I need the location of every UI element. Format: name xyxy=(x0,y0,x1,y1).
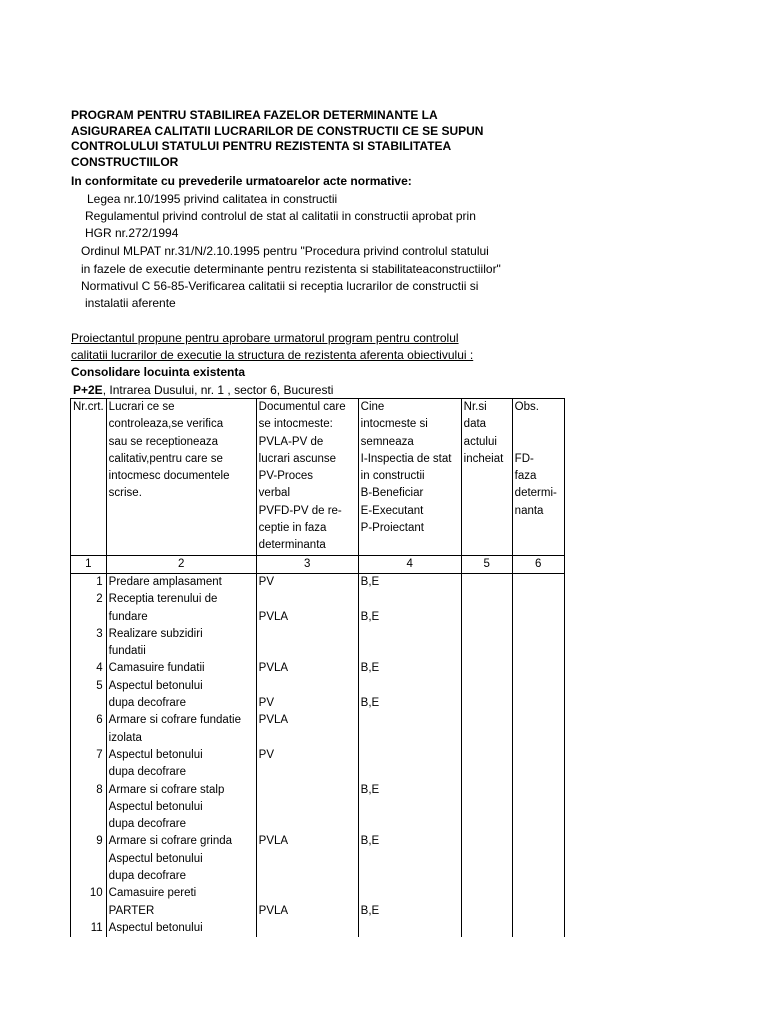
act-number-cell xyxy=(461,833,512,885)
who-cell-line xyxy=(361,626,459,643)
work-cell-line: Realizare subzidiri xyxy=(108,627,203,640)
obs-cell xyxy=(512,712,564,747)
document-cell-line xyxy=(259,799,356,816)
act-number-cell xyxy=(461,920,512,937)
column-number: 6 xyxy=(512,555,564,573)
who-cell xyxy=(358,678,461,713)
header-cell-act-number xyxy=(461,399,512,556)
header-text: Nr.si xyxy=(463,401,487,413)
obs-cell xyxy=(512,678,564,713)
address xyxy=(73,383,333,398)
work-cell-line: dupa decofrare xyxy=(108,818,187,831)
who-cell xyxy=(358,885,461,920)
header-row xyxy=(71,399,565,556)
header-text: PVFD-PV de re- xyxy=(258,504,342,517)
work-cell xyxy=(106,573,256,591)
who-cell-line xyxy=(361,885,459,902)
work-cell xyxy=(106,885,256,920)
work-cell-line: PARTER xyxy=(108,904,155,917)
work-cell-line: dupa decofrare xyxy=(108,766,187,779)
act-number-cell xyxy=(461,591,512,626)
row-number: 11 xyxy=(71,920,107,937)
who-cell-line xyxy=(361,747,459,764)
who-cell-line: B,E xyxy=(360,575,380,588)
document-cell-line: PV xyxy=(258,575,275,588)
act-number-cell xyxy=(461,626,512,661)
who-cell-line: B,E xyxy=(360,697,380,710)
work-cell-line: Predare amplasament xyxy=(108,575,222,588)
who-cell-line xyxy=(361,851,459,868)
document-title xyxy=(71,108,551,170)
header-text: controleaza,se verifica xyxy=(108,418,224,431)
work-cell-line: Aspectul betonului xyxy=(108,748,203,761)
address-rest: , Intrarea Dusului, nr. 1 , sector 6, Bucuresti xyxy=(102,383,334,397)
control-program-table xyxy=(70,398,565,937)
header-text: intocmesc documentele xyxy=(108,470,230,483)
work-cell xyxy=(106,660,256,677)
work-cell-line: fundatii xyxy=(108,645,146,658)
header-text: scrise. xyxy=(108,487,142,500)
work-cell xyxy=(106,833,256,885)
document-cell xyxy=(256,573,358,591)
who-cell xyxy=(358,920,461,937)
document-cell-line xyxy=(259,851,356,868)
header-text: verbal xyxy=(258,487,290,500)
address-bold: P+2E xyxy=(73,383,103,397)
header-text: Cine xyxy=(360,401,385,413)
act-item: Regulamentul privind controlul de stat al calitatii in constructii aprobat prin xyxy=(85,209,476,223)
header-text: lucrari ascunse xyxy=(258,452,337,465)
header-text: I-Inspectia de stat xyxy=(360,452,452,465)
column-number-row xyxy=(71,555,565,573)
header-text: actului xyxy=(463,435,497,448)
header-text: B-Beneficiar xyxy=(360,487,424,500)
who-cell xyxy=(358,573,461,591)
obs-cell xyxy=(512,747,564,782)
table-row xyxy=(71,678,565,713)
header-cell-obs xyxy=(512,399,564,556)
work-cell-line: izolata xyxy=(108,731,142,744)
who-cell xyxy=(358,833,461,885)
document-cell-line xyxy=(259,643,356,660)
document-cell-line: PVLA xyxy=(258,904,289,917)
header-text: PVLA-PV de xyxy=(258,435,324,448)
row-number: 6 xyxy=(71,712,107,747)
work-cell-line: Aspectul betonului xyxy=(108,921,203,934)
who-cell-line xyxy=(361,643,459,660)
who-cell xyxy=(358,747,461,782)
title-line: ASIGURAREA CALITATII LUCRARILOR DE CONSTRUCTII CE SE SUPUN xyxy=(71,123,484,138)
header-text: FD- xyxy=(514,452,534,465)
column-number: 4 xyxy=(358,555,461,573)
document-cell xyxy=(256,678,358,713)
work-cell xyxy=(106,747,256,782)
who-cell-line: B,E xyxy=(360,662,380,675)
document-cell-line: PVLA xyxy=(258,610,289,623)
header-text: Documentul care xyxy=(258,401,346,413)
document-cell-line xyxy=(259,678,356,695)
column-number: 1 xyxy=(71,555,107,573)
document-cell-line xyxy=(259,868,356,885)
who-cell xyxy=(358,782,461,834)
row-number: 3 xyxy=(71,626,107,661)
work-cell xyxy=(106,591,256,626)
act-number-cell xyxy=(461,678,512,713)
who-cell-line xyxy=(361,816,459,833)
act-number-cell xyxy=(461,712,512,747)
header-text xyxy=(515,434,562,451)
header-cell-nr xyxy=(71,399,107,556)
document-cell-line: PV xyxy=(258,697,275,710)
work-cell-line: dupa decofrare xyxy=(108,697,187,710)
header-text: determi- xyxy=(514,487,557,500)
header-cell-who xyxy=(358,399,461,556)
act-number-cell xyxy=(461,573,512,591)
document-cell xyxy=(256,712,358,747)
column-number: 5 xyxy=(461,555,512,573)
header-text: intocmeste si xyxy=(360,418,428,431)
act-number-cell xyxy=(461,885,512,920)
act-number-cell xyxy=(461,747,512,782)
header-text xyxy=(515,416,562,433)
who-cell xyxy=(358,626,461,661)
header-text: ceptie in faza xyxy=(258,522,327,535)
who-cell-line xyxy=(361,764,459,781)
table-row xyxy=(71,712,565,747)
who-cell-line xyxy=(361,868,459,885)
obs-cell xyxy=(512,591,564,626)
work-cell-line: Aspectul betonului xyxy=(108,800,203,813)
obs-cell xyxy=(512,626,564,661)
table-row xyxy=(71,626,565,661)
intro-line: calitatii lucrarilor de executie la structura de rezistenta aferenta obiectivului : xyxy=(71,348,474,362)
table-row xyxy=(71,573,565,591)
header-text: sau se receptioneaza xyxy=(108,435,218,448)
header-text: PV-Proces xyxy=(258,470,313,483)
row-number: 5 xyxy=(71,678,107,713)
document-cell xyxy=(256,660,358,677)
act-item: Ordinul MLPAT nr.31/N/2.10.1995 pentru "Procedura privind controlul statului xyxy=(81,244,489,258)
document-cell-line xyxy=(259,920,356,937)
work-cell-line: Aspectul betonului xyxy=(108,679,203,692)
work-cell xyxy=(106,920,256,937)
document-cell xyxy=(256,885,358,920)
row-number: 9 xyxy=(71,833,107,885)
document-cell-line xyxy=(259,885,356,902)
column-number: 2 xyxy=(106,555,256,573)
header-text: Nr.crt. xyxy=(73,401,104,413)
work-cell xyxy=(106,678,256,713)
act-item: in fazele de executie determinante pentru rezistenta si stabilitateaconstructiilor" xyxy=(81,262,501,276)
header-text: semneaza xyxy=(360,435,414,448)
document-cell-line xyxy=(259,816,356,833)
header-cell-document xyxy=(256,399,358,556)
table-row xyxy=(71,660,565,677)
who-cell-line xyxy=(361,730,459,747)
document-cell-line: PVLA xyxy=(258,714,289,727)
who-cell-line: B,E xyxy=(360,783,380,796)
object-name: Consolidare locuinta existenta xyxy=(71,365,246,379)
work-cell xyxy=(106,626,256,661)
document-cell-line: PVLA xyxy=(258,662,289,675)
obs-cell xyxy=(512,885,564,920)
obs-cell xyxy=(512,920,564,937)
header-text: Lucrari ce se xyxy=(108,401,175,413)
who-cell xyxy=(358,712,461,747)
document-cell xyxy=(256,833,358,885)
document-cell xyxy=(256,747,358,782)
work-cell-line: dupa decofrare xyxy=(108,870,187,883)
work-cell-line: Camasuire pereti xyxy=(108,887,197,900)
document-cell-line: PVLA xyxy=(258,835,289,848)
work-cell-line: Camasuire fundatii xyxy=(108,662,205,675)
obs-cell xyxy=(512,782,564,834)
table-row xyxy=(71,591,565,626)
header-text: determinanta xyxy=(258,539,326,552)
header-text: in constructii xyxy=(360,470,425,483)
table-row xyxy=(71,885,565,920)
title-line: CONTROLULUI STATULUI PENTRU REZISTENTA SI STABILITATEA xyxy=(71,139,452,153)
document-cell-line xyxy=(259,764,356,781)
header-text: calitativ,pentru care se xyxy=(108,452,223,465)
column-number: 3 xyxy=(256,555,358,573)
act-item: HGR nr.272/1994 xyxy=(85,226,179,240)
who-cell-line xyxy=(361,678,459,695)
title-line: PROGRAM PENTRU STABILIREA FAZELOR DETERMINANTE LA xyxy=(71,108,438,122)
row-number: 7 xyxy=(71,747,107,782)
work-cell-line: Aspectul betonului xyxy=(108,852,203,865)
act-item: Legea nr.10/1995 privind calitatea in constructii xyxy=(87,192,338,206)
document-cell-line xyxy=(259,782,356,799)
intro-line: Proiectantul propune pentru aprobare urmatorul program pentru controlul xyxy=(71,331,459,345)
table-row xyxy=(71,833,565,885)
document-cell-line xyxy=(259,730,356,747)
act-item: Normativul C 56-85-Verificarea calitatii si receptia lucrarilor de constructii si xyxy=(81,279,479,293)
who-cell-line xyxy=(361,591,459,608)
who-cell xyxy=(358,660,461,677)
document-cell-line: PV xyxy=(258,748,275,761)
act-number-cell xyxy=(461,660,512,677)
header-text: E-Executant xyxy=(360,504,424,517)
work-cell xyxy=(106,782,256,834)
act-item: instalatii aferente xyxy=(85,296,176,310)
work-cell xyxy=(106,712,256,747)
row-number: 4 xyxy=(71,660,107,677)
row-number: 8 xyxy=(71,782,107,834)
document-cell xyxy=(256,782,358,834)
obs-cell xyxy=(512,573,564,591)
header-text: P-Proiectant xyxy=(360,522,424,535)
row-number: 1 xyxy=(71,573,107,591)
header-text: Obs. xyxy=(514,401,539,413)
obs-cell xyxy=(512,660,564,677)
header-text: incheiat xyxy=(463,452,504,465)
table-body xyxy=(71,573,565,937)
who-cell-line: B,E xyxy=(360,835,380,848)
header-text: se intocmeste: xyxy=(258,418,333,431)
who-cell-line xyxy=(361,712,459,729)
subtitle: In conformitate cu prevederile urmatoarelor acte normative: xyxy=(71,174,412,188)
header-text: nanta xyxy=(514,504,544,517)
header-text: faza xyxy=(514,470,537,483)
row-number: 2 xyxy=(71,591,107,626)
document-cell xyxy=(256,920,358,937)
header-text: data xyxy=(463,418,487,431)
title-line: CONSTRUCTIILOR xyxy=(71,154,179,169)
who-cell-line: B,E xyxy=(360,904,380,917)
obs-cell xyxy=(512,833,564,885)
header-cell-work xyxy=(106,399,256,556)
who-cell xyxy=(358,591,461,626)
work-cell-line: fundare xyxy=(108,610,148,623)
work-cell-line: Armare si cofrare fundatie xyxy=(108,714,241,727)
work-cell-line: Armare si cofrare grinda xyxy=(108,835,233,848)
row-number: 10 xyxy=(71,885,107,920)
document-cell xyxy=(256,591,358,626)
who-cell-line xyxy=(361,920,459,937)
document-cell-line xyxy=(259,626,356,643)
who-cell-line xyxy=(361,799,459,816)
document-cell-line xyxy=(259,591,356,608)
document-cell xyxy=(256,626,358,661)
who-cell-line: B,E xyxy=(360,610,380,623)
table-row xyxy=(71,782,565,834)
table-row xyxy=(71,920,565,937)
table-row xyxy=(71,747,565,782)
act-number-cell xyxy=(461,782,512,834)
work-cell-line: Armare si cofrare stalp xyxy=(108,783,225,796)
work-cell-line: Receptia terenului de xyxy=(108,593,218,606)
